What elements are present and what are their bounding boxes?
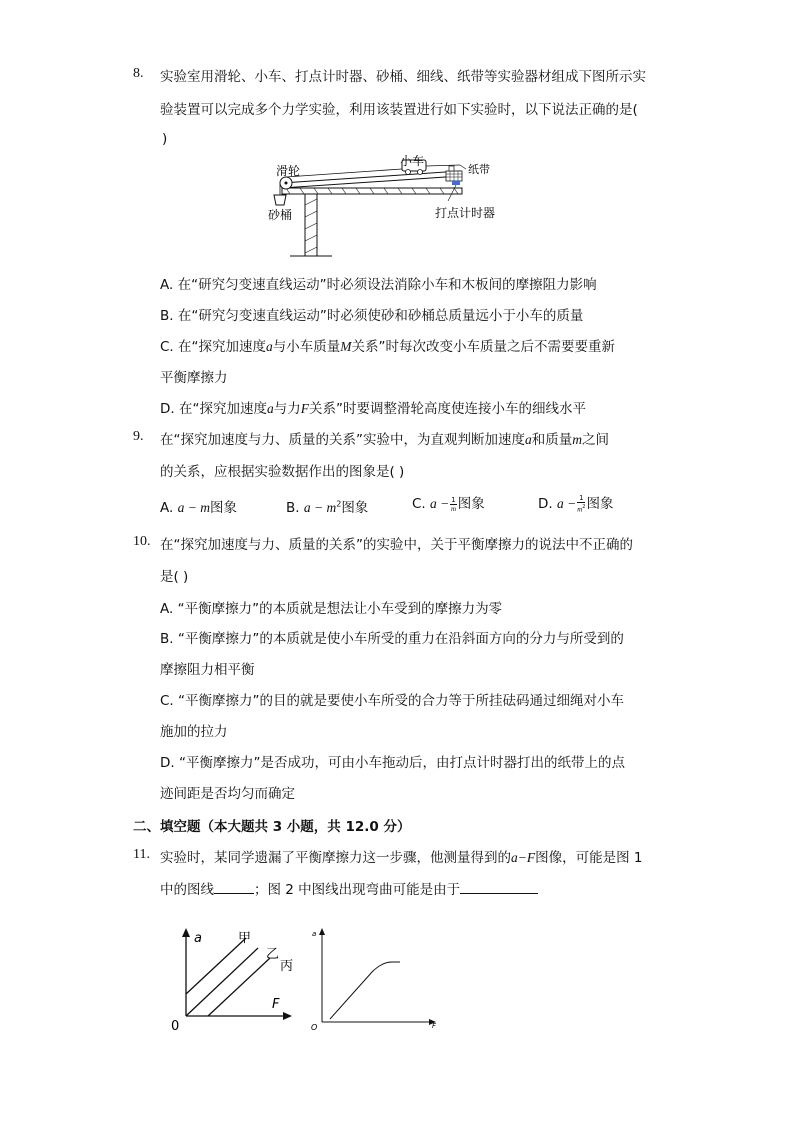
q10-option-a[interactable]: A. “平衡摩擦力”的本质就是想法让小车受到的摩擦力为零	[160, 601, 503, 617]
q9-option-b[interactable]: B. $a - m^2$图象	[286, 499, 369, 516]
q10-option-b[interactable]: B. “平衡摩擦力”的本质就是使小车所受的重力在沿斜面方向的分力与所受到的	[160, 631, 624, 647]
q8-option-c-line2: 平衡摩擦力	[160, 370, 228, 386]
label-pulley: 滑轮	[276, 164, 301, 178]
q11-figure-1	[168, 926, 298, 1034]
svg-text:a: a	[312, 930, 317, 938]
q11-stem-line2: 中的图线 ；图 2 中图线出现弯曲可能是由于	[160, 878, 538, 898]
label-bing: 丙	[280, 959, 294, 974]
q11-figure-2	[308, 926, 443, 1034]
label-jia: 甲	[238, 931, 252, 946]
svg-text:O: O	[311, 1023, 318, 1032]
q10-stem-line1: 在“探究加速度与力、质量的关系”的实验中，关于平衡摩擦力的说法中不正确的	[160, 537, 633, 553]
q9-option-c[interactable]: C. a − $\frac{1}{m}$ 图象	[412, 495, 485, 513]
q8-option-a[interactable]: A. 在“研究匀变速直线运动”时必须设法消除小车和木板间的摩擦阻力影响	[160, 277, 597, 293]
answer-blank-1[interactable]	[214, 881, 254, 894]
table-leg	[305, 194, 317, 256]
q10-option-d[interactable]: D. “平衡摩擦力”是否成功，可由小车拖动后，由打点计时器打出的纸带上的点	[160, 755, 625, 771]
q9-stem-line2: 的关系，应根据实验数据作出的图象是( )	[160, 464, 405, 480]
incline-board	[282, 171, 460, 188]
q8-stem-line2: 验装置可以完成多个力学实验，利用该装置进行如下实验时，以下说法正确的是(	[160, 102, 638, 118]
answer-blank-2[interactable]	[460, 881, 538, 894]
curve-a-f	[330, 962, 400, 1019]
q10-number: 10.	[133, 534, 151, 549]
label-tape: 纸带	[468, 163, 490, 176]
label-cart: 小车	[400, 155, 425, 168]
label-timer: 打点计时器	[435, 206, 496, 220]
svg-text:0: 0	[171, 1019, 180, 1034]
q8-option-b[interactable]: B. 在“研究匀变速直线运动”时必须使砂和砂桶总质量远小于小车的质量	[160, 308, 584, 324]
q9-number: 9.	[133, 429, 144, 444]
svg-text:a: a	[194, 931, 202, 946]
sand-bucket	[274, 195, 286, 205]
line-yi	[186, 948, 258, 1016]
q10-option-b-line2: 摩擦阻力相平衡	[160, 662, 255, 678]
label-yi: 乙	[266, 947, 280, 962]
svg-text:F: F	[432, 1022, 437, 1030]
q8-option-c[interactable]: C. 在“探究加速度a与小车质量M关系”时每次改变小车质量之后不需要要重新	[160, 339, 616, 355]
q10-stem-line2: 是( )	[160, 569, 189, 585]
timer-base	[452, 181, 460, 185]
q11-number: 11.	[133, 847, 150, 862]
q9-option-d[interactable]: D. a − $\frac{1}{m^2}$ 图象	[538, 494, 614, 514]
line-jia	[186, 938, 246, 994]
q10-option-c-line2: 施加的拉力	[160, 724, 228, 740]
q9-stem-line1: 在“探究加速度与力、质量的关系”实验中，为直观判断加速度a和质量m之间	[160, 432, 609, 448]
q10-option-c[interactable]: C. “平衡摩擦力”的目的就是要使小车所受的合力等于所挂砝码通过细绳对小车	[160, 693, 624, 709]
q8-stem-line1: 实验室用滑轮、小车、打点计时器、砂桶、细线、纸带等实验器材组成下图所示实	[160, 69, 646, 85]
q8-apparatus-figure	[260, 155, 510, 261]
q8-option-d[interactable]: D. 在“探究加速度a与力F关系”时要调整滑轮高度使连接小车的细线水平	[160, 401, 586, 417]
svg-text:F: F	[272, 997, 280, 1012]
q9-option-a[interactable]: A. a − m图象	[160, 500, 237, 516]
q10-option-d-line2: 迹间距是否均匀而确定	[160, 786, 295, 802]
label-bucket: 砂桶	[268, 208, 293, 222]
q8-stem-line3: )	[162, 131, 168, 147]
q8-number: 8.	[133, 66, 144, 81]
q11-stem-line1: 实验时，某同学遗漏了平衡摩擦力这一步骤，他测量得到的a−F图像，可能是图 1	[160, 850, 643, 866]
section-2-title: 二、填空题（本大题共 3 小题，共 12.0 分）	[133, 819, 411, 835]
